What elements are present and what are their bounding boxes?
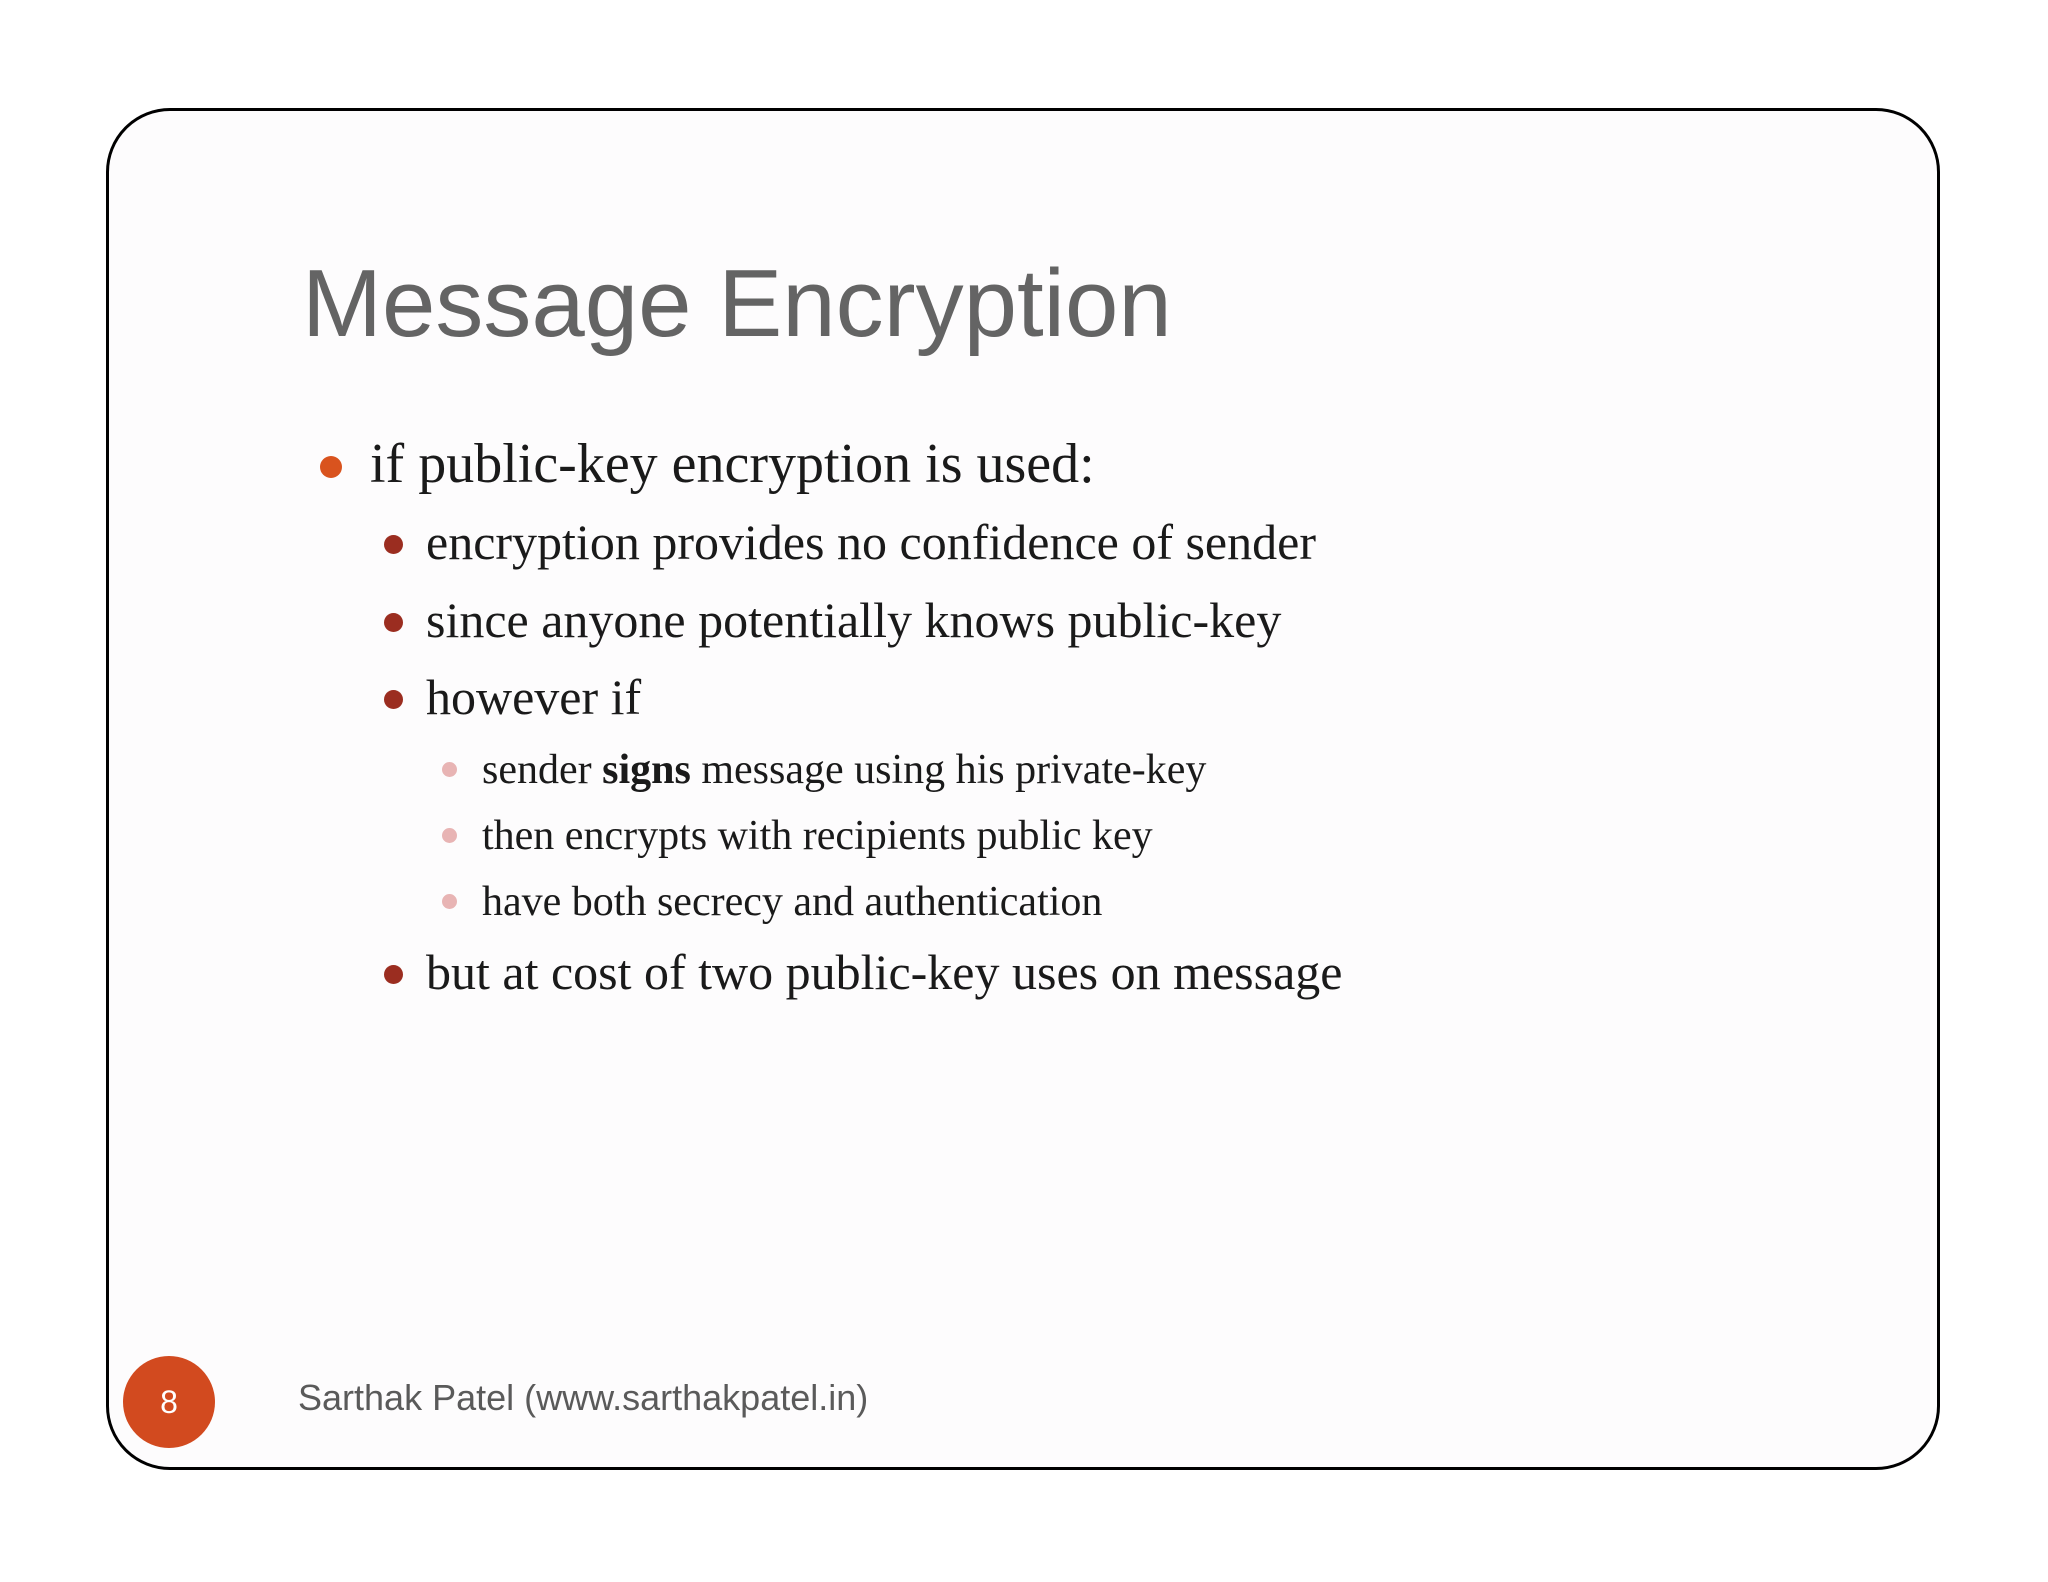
bullet-level2 (426, 512, 1316, 572)
bullet-dot-icon (442, 828, 457, 843)
bullet-text: then encrypts with recipients public key (482, 813, 1153, 859)
bullet-dot-icon (442, 894, 457, 909)
bullet-text: have both secrecy and authentication (482, 879, 1103, 925)
bullet-level2 (426, 942, 1342, 1002)
page-number-badge: 8 (123, 1356, 215, 1448)
bullet-level3 (482, 744, 1206, 796)
bullet-text-after: message using his private-key (690, 747, 1207, 793)
bullet-dot-icon (384, 535, 403, 554)
bullet-dot-icon (442, 762, 457, 777)
bullet-dot-icon (320, 456, 342, 478)
bullet-dot-icon (384, 965, 403, 984)
bullet-text: since anyone potentially knows public-key (426, 592, 1282, 648)
bullet-level3 (482, 876, 1102, 928)
bullet-level2 (426, 590, 1281, 650)
bullet-dot-icon (384, 690, 403, 709)
bullet-dot-icon (384, 613, 403, 632)
bullet-text: encryption provides no confidence of sender (426, 514, 1316, 570)
bullet-level1 (370, 432, 1095, 496)
bullet-level3 (482, 810, 1153, 862)
slide-title: Message Encryption (302, 250, 1172, 357)
footer-text: Sarthak Patel (www.sarthakpatel.in) (298, 1377, 869, 1418)
bullet-text: if public-key encryption is used: (370, 433, 1095, 495)
bullet-text: but at cost of two public-key uses on message (426, 944, 1343, 1000)
bullet-text-before: sender (482, 747, 603, 793)
bullet-text-bold: signs (602, 747, 691, 793)
bullet-level2 (426, 667, 641, 727)
bullet-text: however if (426, 669, 642, 725)
